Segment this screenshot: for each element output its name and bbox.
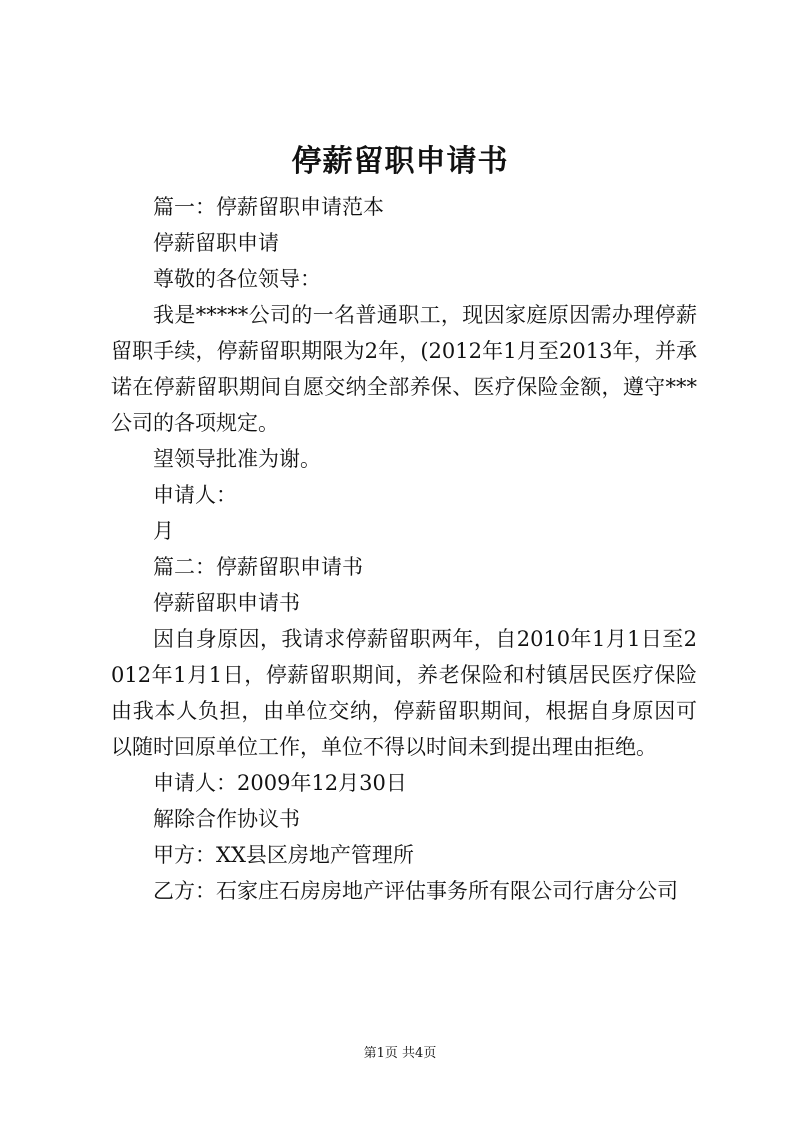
section-heading-1: 篇一：停薪留职申请范本 (153, 195, 384, 219)
applicant-line-2: 申请人：2009年12月30日 (153, 771, 407, 795)
date-line-1: 月 (153, 519, 174, 543)
party-a: 甲方：XX县区房地产管理所 (153, 843, 414, 867)
body-paragraph-2: 因自身原因，我请求停薪留职两年，自2010年1月1日至2012年1月1日，停薪留职期间，养老保险和村镇居民医疗保险由我本人负担，由单位交纳，停薪留职期间，根据自身原因可以随时回原单位工作，单位不得以时间未到提出理由拒绝。 (111, 627, 697, 759)
salutation: 尊敬的各位领导： (153, 267, 321, 291)
subheading-2: 停薪留职申请书 (153, 591, 300, 615)
document-body (111, 189, 697, 909)
page-footer: 第1页 共4页 (363, 1046, 437, 1061)
body-paragraph-1: 我是*****公司的一名普通职工，现因家庭原因需办理停薪留职手续，停薪留职期限为2年，(2012年1月至2013年，并承诺在停薪留职期间自愿交纳全部养保、医疗保险金额，遵守***公司的各项规定。 (111, 303, 697, 435)
document-title: 停薪留职申请书 (291, 144, 509, 179)
party-b: 乙方：石家庄石房房地产评估事务所有限公司行唐分公司 (153, 879, 678, 903)
agreement-title: 解除合作协议书 (153, 807, 300, 831)
closing-line: 望领导批准为谢。 (153, 447, 321, 471)
section-heading-2: 篇二：停薪留职申请书 (153, 555, 363, 579)
subheading-1: 停薪留职申请 (153, 231, 279, 255)
applicant-line-1: 申请人： (153, 483, 237, 507)
